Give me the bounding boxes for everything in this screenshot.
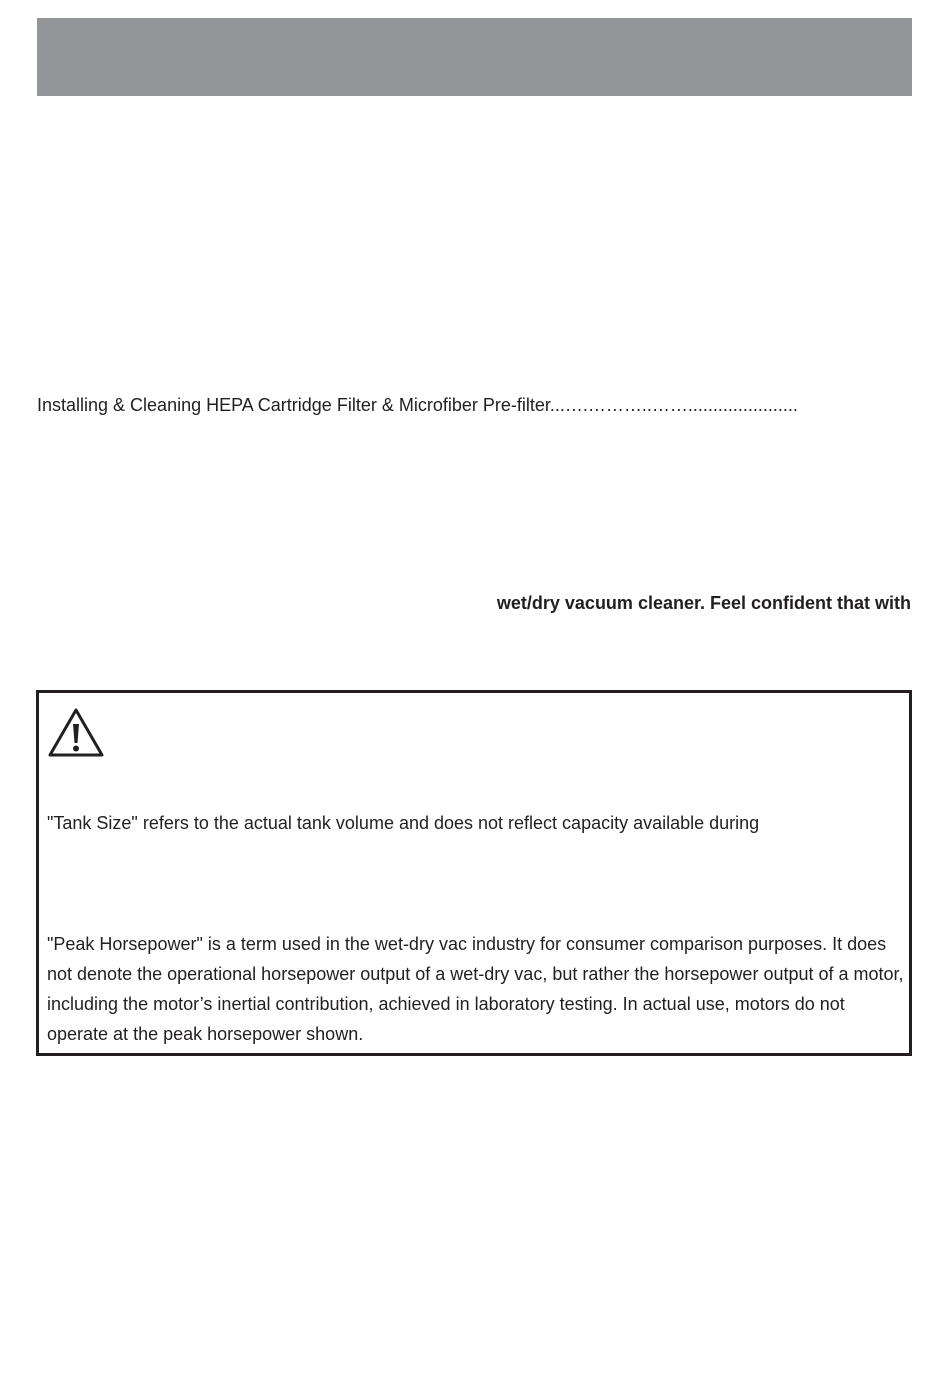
header-bar	[37, 18, 912, 96]
notice-box	[36, 690, 912, 1056]
intro-text: wet/dry vacuum cleaner. Feel confident that with	[496, 593, 911, 613]
toc-entry-hepa-filter: Installing & Cleaning HEPA Cartridge Filter & Microfiber Pre-filter...….………..……......................	[37, 395, 798, 415]
warning-triangle-icon	[48, 708, 104, 758]
peak-horsepower-note: "Peak Horsepower" is a term used in the wet-dry vac industry for consumer comparison purposes. It does not denote the operational horsepower output of a wet-dry vac, but rather the horsepower output of a motor, including the motor’s inertial contribution, achieved in laboratory testing. In actual use, motors do not operate at the peak horsepower shown.	[47, 934, 904, 1044]
tank-size-note: "Tank Size" refers to the actual tank volume and does not reflect capacity available during	[47, 813, 760, 833]
